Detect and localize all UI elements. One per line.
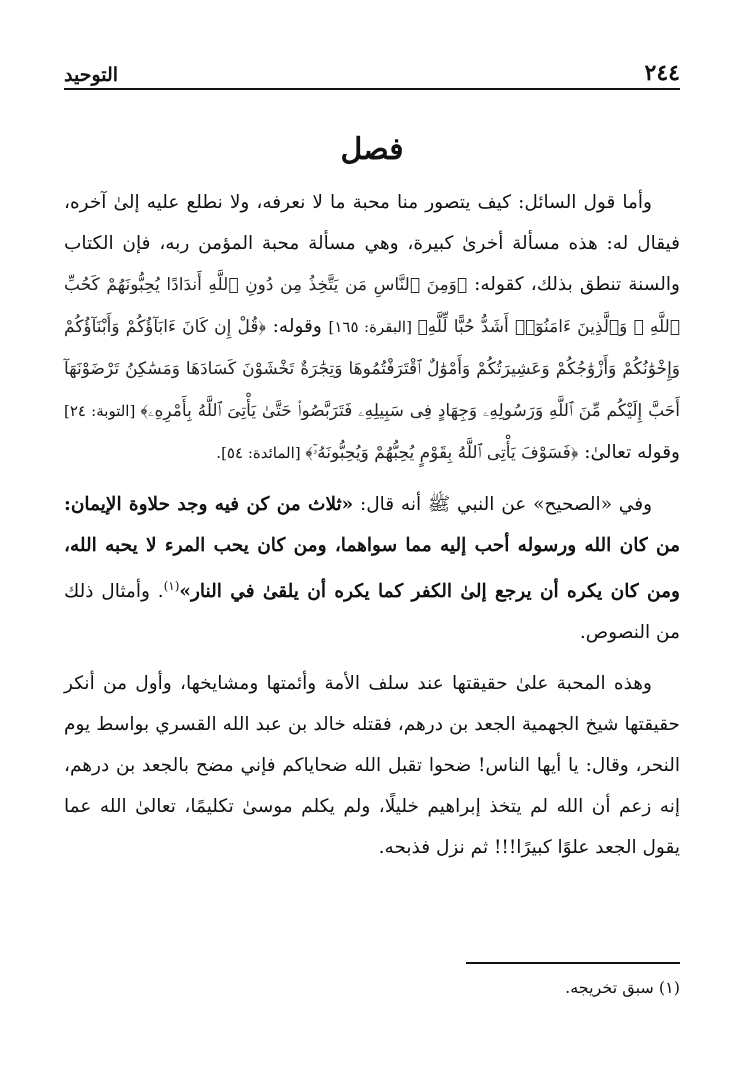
- quran-verse-3: ﴿فَسَوْفَ يَأْتِى ٱللَّهُ بِقَوْمٍ يُحِبُّهُمْ وَيُحِبُّونَهُۥٓ﴾: [305, 443, 579, 463]
- verse-ref-2: [التوبة: ٢٤]: [64, 402, 141, 420]
- para1-text-2: وقوله:: [266, 316, 329, 337]
- paragraph-1: [64, 182, 680, 474]
- quran-verse-1: ﴿وَمِنَ ٱلنَّاسِ مَن يَتَّخِذُ مِن دُونِ ٱللَّهِ أَندَادًا يُحِبُّونَهُمْ كَحُبِّ ٱللَّهِ ۖ وَٱلَّذِينَ ءَامَنُوٓا۟ أَشَدُّ حُبًّا لِّلَّهِ﴾: [64, 275, 681, 337]
- footnote-divider: [466, 962, 680, 964]
- hadith-text: «ثلاث من كن فيه وجد حلاوة الإيمان: من كان الله ورسوله أحب إليه مما سواهما، ومن كان يحب المرء لا يحبه الله، ومن كان يكره أن يرجع إلىٰ الكفر كما يكره أن يلقىٰ في النار»: [64, 494, 680, 603]
- body-text: [64, 182, 680, 868]
- paragraph-3: وهذه المحبة علىٰ حقيقتها عند سلف الأمة وأئمتها ومشايخها، وأول من أنكر حقيقتها شيخ الجهمية الجعد بن درهم، فقتله خالد بن عبد الله القسري بواسط يوم النحر، وقال: يا أيها الناس! ضحوا تقبل الله ضحاياكم فإني مضح بالجعد بن درهم، إنه زعم أن الله لم يتخذ إبراهيم خليلًا، ولم يكلم موسىٰ تكليمًا، تعالىٰ الله عما يقول الجعد علوًا كبيرًا!!! ثم نزل فذبحه.: [64, 673, 680, 859]
- footnote-marker: (١): [163, 579, 180, 593]
- para1-text-1: وأما قول السائل: كيف يتصور منا محبة ما لا نعرفه، ولا نطلع عليه إلىٰ آخره، فيقال له: هذه مسألة أخرىٰ كبيرة، وهي مسألة محبة المؤمن ربه، فإن الكتاب والسنة تنطق بذلك، كقوله:: [64, 192, 680, 295]
- section-title: فصل: [340, 132, 404, 167]
- para2-text-1: وفي «الصحيح» عن النبي ﷺ أنه قال:: [353, 494, 652, 515]
- page-header: [64, 52, 680, 90]
- quran-verse-2: ﴿قُلْ إِن كَانَ ءَابَآؤُكُمْ وَأَبْنَآؤُكُمْ وَإِخْوَٰنُكُمْ وَأَزْوَٰجُكُمْ وَعَشِيرَتُكُمْ وَأَمْوَٰلٌ ٱقْتَرَفْتُمُوهَا وَتِجَٰرَةٌ تَخْشَوْنَ كَسَادَهَا وَمَسَٰكِنُ تَرْضَوْنَهَآ أَحَبَّ إِلَيْكُم مِّنَ ٱللَّهِ وَرَسُولِهِۦ وَجِهَادٍ فِى سَبِيلِهِۦ فَتَرَبَّصُوا۟ حَتَّىٰ يَأْتِىَ ٱللَّهُ بِأَمْرِهِۦ﴾: [64, 317, 681, 421]
- paragraph-2: [64, 484, 680, 653]
- running-title: التوحيد: [64, 64, 119, 86]
- footnote: (١) سبق تخريجه.: [565, 978, 680, 997]
- verse-ref-1: [البقرة: ١٦٥]: [328, 318, 418, 336]
- para2-text-2: . وأمثال ذلك من النصوص.: [64, 581, 680, 644]
- para1-text-3: وقوله تعالىٰ:: [578, 442, 680, 463]
- page-number: ٢٤٤: [644, 60, 680, 86]
- verse-ref-3: [المائدة: ٥٤].: [216, 444, 306, 462]
